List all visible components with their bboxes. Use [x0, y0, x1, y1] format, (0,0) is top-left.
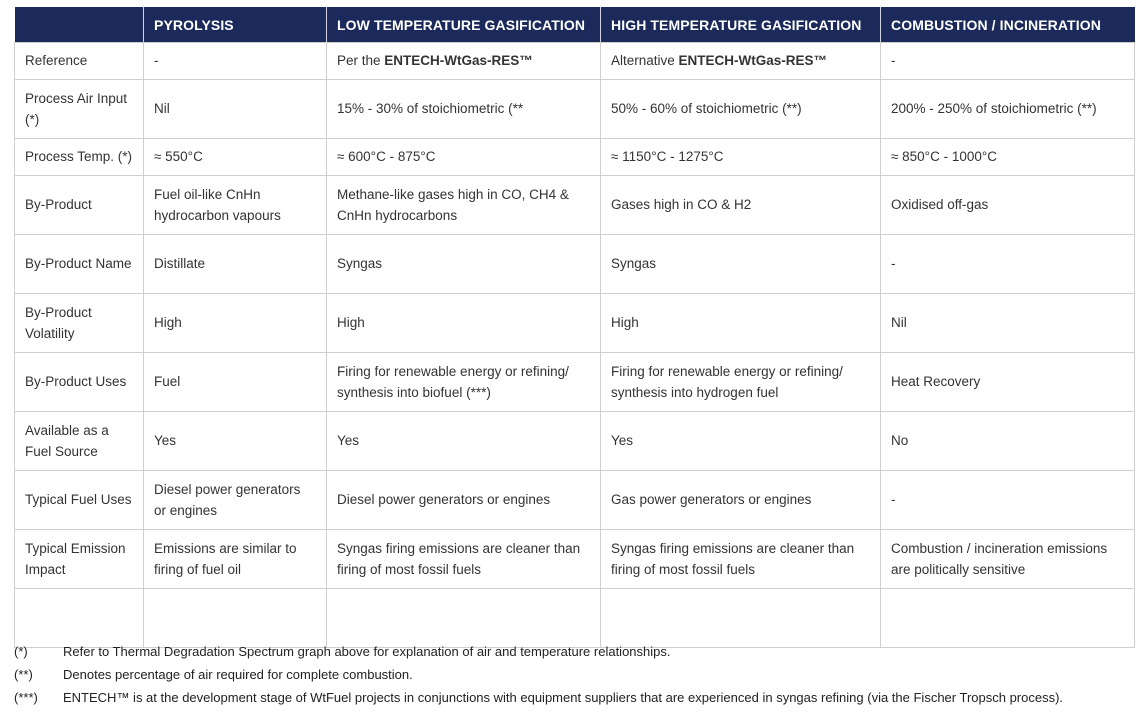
table-cell: Nil	[144, 80, 327, 139]
table-row	[15, 176, 1135, 235]
table-cell: Syngas	[601, 235, 881, 294]
table-cell: -	[881, 43, 1135, 80]
row-label: By-Product Name	[15, 235, 144, 294]
table-cell: 200% - 250% of stoichiometric (**)	[881, 80, 1135, 139]
table-row	[15, 412, 1135, 471]
table-cell: 15% - 30% of stoichiometric (**	[327, 80, 601, 139]
footnote-mark: (***)	[14, 690, 38, 705]
row-label	[15, 589, 144, 648]
comparison-table	[14, 7, 1135, 648]
header-pyrolysis: PYROLYSIS	[144, 7, 327, 43]
table-cell: High	[144, 294, 327, 353]
table-cell: Syngas firing emissions are cleaner than firing of most fossil fuels	[601, 530, 881, 589]
table-cell: High	[327, 294, 601, 353]
table-row	[15, 353, 1135, 412]
table-cell: Fuel	[144, 353, 327, 412]
table-cell: Yes	[601, 412, 881, 471]
table-cell: -	[881, 471, 1135, 530]
header-low-temp-gasification: LOW TEMPERATURE GASIFICATION	[327, 7, 601, 43]
table-cell: Yes	[327, 412, 601, 471]
table-cell	[601, 43, 881, 80]
table-cell: Emissions are similar to firing of fuel oil	[144, 530, 327, 589]
header-combustion: COMBUSTION / INCINERATION	[881, 7, 1135, 43]
header-high-temp-gasification: HIGH TEMPERATURE GASIFICATION	[601, 7, 881, 43]
brand-name: ENTECH-WtGas-RES™	[384, 53, 533, 69]
table-cell: Oxidised off-gas	[881, 176, 1135, 235]
table-cell	[327, 589, 601, 648]
table-cell: Fuel oil-like CnHn hydrocarbon vapours	[144, 176, 327, 235]
table-cell: ≈ 550°C	[144, 139, 327, 176]
table-cell	[601, 589, 881, 648]
row-label: Reference	[15, 43, 144, 80]
header-blank	[15, 7, 144, 43]
footnotes	[14, 640, 1063, 709]
table-cell: 50% - 60% of stoichiometric (**)	[601, 80, 881, 139]
reference-prefix: Per the	[337, 53, 385, 69]
footnote-mark: (**)	[14, 667, 33, 682]
footnote-text: ENTECH™ is at the development stage of WtFuel projects in conjunctions with equipment suppliers that are experienced in syngas refining (via the Fischer Tropsch process).	[63, 690, 1064, 705]
table-cell: Gas power generators or engines	[601, 471, 881, 530]
table-row	[15, 139, 1135, 176]
row-label: By-Product Uses	[15, 353, 144, 412]
table-cell: -	[881, 235, 1135, 294]
table-cell: Methane-like gases high in CO, CH4 & CnHn hydrocarbons	[327, 176, 601, 235]
footnote-text: Refer to Thermal Degradation Spectrum graph above for explanation of air and temperature relationships.	[63, 644, 671, 659]
table-row	[15, 294, 1135, 353]
row-label: Process Temp. (*)	[15, 139, 144, 176]
table-cell: Yes	[144, 412, 327, 471]
table-row-reference	[15, 43, 1135, 80]
table-row	[15, 80, 1135, 139]
table-cell: Diesel power generators or engines	[144, 471, 327, 530]
table-cell: Heat Recovery	[881, 353, 1135, 412]
table-row	[15, 530, 1135, 589]
row-label: By-Product Volatility	[15, 294, 144, 353]
table-row	[15, 589, 1135, 648]
row-label: Process Air Input (*)	[15, 80, 144, 139]
footnote	[14, 686, 1063, 709]
reference-prefix: Alternative	[611, 53, 679, 69]
table-cell: Gases high in CO & H2	[601, 176, 881, 235]
table-cell: Syngas firing emissions are cleaner than firing of most fossil fuels	[327, 530, 601, 589]
footnote	[14, 640, 1063, 663]
table-cell: ≈ 600°C - 875°C	[327, 139, 601, 176]
row-label: Available as a Fuel Source	[15, 412, 144, 471]
row-label: Typical Fuel Uses	[15, 471, 144, 530]
table-row	[15, 235, 1135, 294]
table-cell: No	[881, 412, 1135, 471]
table-cell	[144, 589, 327, 648]
table-cell: Nil	[881, 294, 1135, 353]
table-cell: Distillate	[144, 235, 327, 294]
footnote	[14, 663, 1063, 686]
table-cell: -	[144, 43, 327, 80]
table-cell: Firing for renewable energy or refining/ synthesis into biofuel (***)	[327, 353, 601, 412]
brand-name: ENTECH-WtGas-RES™	[678, 53, 828, 69]
table-cell: Firing for renewable energy or refining/ synthesis into hydrogen fuel	[601, 353, 881, 412]
footnote-text: Denotes percentage of air required for complete combustion.	[63, 667, 413, 682]
table-cell: Combustion / incineration emissions are politically sensitive	[881, 530, 1135, 589]
table-cell: Diesel power generators or engines	[327, 471, 601, 530]
row-label: By-Product	[15, 176, 144, 235]
table-header-row	[15, 7, 1135, 43]
footnote-mark: (*)	[14, 644, 28, 659]
table-cell: ≈ 1150°C - 1275°C	[601, 139, 881, 176]
table-cell: High	[601, 294, 881, 353]
table-cell: Syngas	[327, 235, 601, 294]
table-row	[15, 471, 1135, 530]
table-cell: ≈ 850°C - 1000°C	[881, 139, 1135, 176]
row-label: Typical Emission Impact	[15, 530, 144, 589]
table-cell	[881, 589, 1135, 648]
table-cell	[327, 43, 601, 80]
